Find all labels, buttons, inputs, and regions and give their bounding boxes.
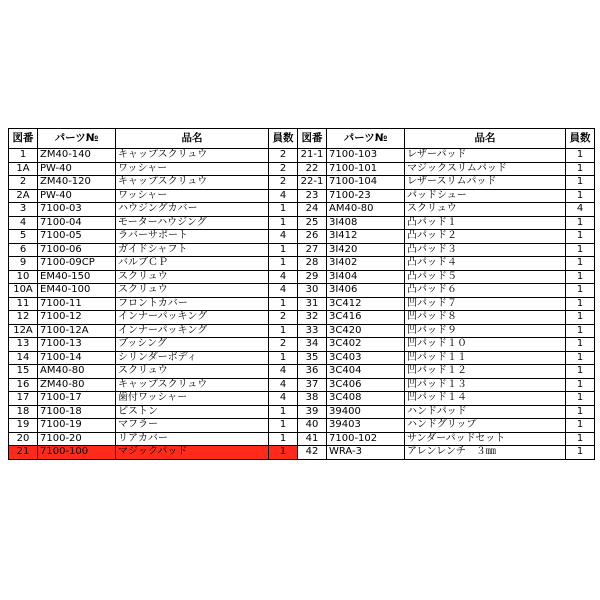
cell-right-name: 凸パッド２ <box>405 230 566 244</box>
cell-right-zuban: 29 <box>298 270 327 284</box>
cell-right-name: 凸パッド６ <box>405 284 566 298</box>
cell-left-qty: 2 <box>269 149 298 163</box>
table-row <box>9 446 595 460</box>
cell-left-zuban: 13 <box>9 338 38 352</box>
cell-left-zuban: 2A <box>9 189 38 203</box>
cell-left-qty: 1 <box>269 405 298 419</box>
cell-left-part-no: 7100-04 <box>38 216 116 230</box>
cell-right-name: 凹パッド１２ <box>405 365 566 379</box>
cell-left-zuban: 1A <box>9 162 38 176</box>
cell-right-zuban: 28 <box>298 257 327 271</box>
cell-left-qty: 1 <box>269 216 298 230</box>
cell-left-qty: 1 <box>269 432 298 446</box>
cell-right-qty: 1 <box>566 378 595 392</box>
col-header-zuban-right: 図番 <box>298 129 327 149</box>
cell-left-name: 歯付ワッシャー <box>116 392 269 406</box>
cell-right-name: レザーパッド <box>405 149 566 163</box>
cell-right-part-no: 3C404 <box>327 365 405 379</box>
cell-right-part-no: 3C416 <box>327 311 405 325</box>
cell-left-name: ガイドシャフト <box>116 243 269 257</box>
parts-table <box>8 128 595 460</box>
cell-left-zuban: 4 <box>9 216 38 230</box>
cell-right-zuban: 32 <box>298 311 327 325</box>
cell-left-qty: 2 <box>269 311 298 325</box>
cell-left-zuban: 1 <box>9 149 38 163</box>
cell-right-qty: 1 <box>566 189 595 203</box>
cell-left-part-no: EM40-150 <box>38 270 116 284</box>
cell-right-part-no: 7100-104 <box>327 176 405 190</box>
table-row <box>9 257 595 271</box>
cell-left-qty: 2 <box>269 338 298 352</box>
cell-left-zuban: 2 <box>9 176 38 190</box>
cell-left-name: フロントカバー <box>116 297 269 311</box>
cell-left-part-no: ZM40-140 <box>38 149 116 163</box>
cell-right-zuban: 26 <box>298 230 327 244</box>
cell-right-zuban: 38 <box>298 392 327 406</box>
cell-left-part-no: 7100-12 <box>38 311 116 325</box>
cell-left-part-no: 7100-05 <box>38 230 116 244</box>
cell-left-name: バルブＣＰ <box>116 257 269 271</box>
cell-right-qty: 1 <box>566 257 595 271</box>
cell-right-qty: 1 <box>566 216 595 230</box>
cell-left-part-no: 7100-11 <box>38 297 116 311</box>
table-row <box>9 230 595 244</box>
cell-right-name: スクリュウ <box>405 203 566 217</box>
cell-right-zuban: 31 <box>298 297 327 311</box>
cell-left-qty: 4 <box>269 284 298 298</box>
cell-left-name: キャップスクリュウ <box>116 176 269 190</box>
cell-right-part-no: WRA-3 <box>327 446 405 460</box>
cell-left-qty: 1 <box>269 351 298 365</box>
table-row <box>9 176 595 190</box>
table-row <box>9 419 595 433</box>
cell-left-zuban: 17 <box>9 392 38 406</box>
cell-right-part-no: 3C408 <box>327 392 405 406</box>
cell-right-name: 凹パッド１３ <box>405 378 566 392</box>
cell-right-qty: 1 <box>566 351 595 365</box>
cell-left-qty: 1 <box>269 446 298 460</box>
cell-left-part-no: 7100-20 <box>38 432 116 446</box>
table-row <box>9 378 595 392</box>
cell-left-zuban: 16 <box>9 378 38 392</box>
cell-left-name: スクリュウ <box>116 284 269 298</box>
cell-left-qty: 1 <box>269 324 298 338</box>
cell-right-part-no: 3I402 <box>327 257 405 271</box>
cell-right-zuban: 34 <box>298 338 327 352</box>
cell-left-zuban: 10A <box>9 284 38 298</box>
cell-right-zuban: 36 <box>298 365 327 379</box>
cell-left-name: ワッシャー <box>116 162 269 176</box>
cell-left-zuban: 20 <box>9 432 38 446</box>
cell-left-name: ワッシャー <box>116 189 269 203</box>
cell-right-zuban: 41 <box>298 432 327 446</box>
cell-right-part-no: 3C402 <box>327 338 405 352</box>
cell-right-zuban: 33 <box>298 324 327 338</box>
cell-right-qty: 1 <box>566 230 595 244</box>
cell-left-zuban: 12 <box>9 311 38 325</box>
cell-left-part-no: 7100-14 <box>38 351 116 365</box>
cell-right-qty: 1 <box>566 324 595 338</box>
cell-right-name: 凹パッド７ <box>405 297 566 311</box>
cell-right-zuban: 30 <box>298 284 327 298</box>
cell-left-part-no: EM40-100 <box>38 284 116 298</box>
cell-left-name: マフラー <box>116 419 269 433</box>
cell-right-name: 凹パッド１１ <box>405 351 566 365</box>
cell-left-part-no: 7100-19 <box>38 419 116 433</box>
cell-left-name: スクリュウ <box>116 365 269 379</box>
table-row <box>9 243 595 257</box>
cell-left-name: リアカバー <box>116 432 269 446</box>
cell-left-part-no: AM40-80 <box>38 365 116 379</box>
table-row <box>9 392 595 406</box>
table-row <box>9 351 595 365</box>
cell-left-qty: 4 <box>269 392 298 406</box>
cell-right-part-no: 3I420 <box>327 243 405 257</box>
cell-left-zuban: 9 <box>9 257 38 271</box>
cell-right-part-no: 3I406 <box>327 284 405 298</box>
cell-left-qty: 2 <box>269 162 298 176</box>
cell-right-qty: 1 <box>566 270 595 284</box>
table-body <box>9 149 595 460</box>
cell-right-part-no: 3C412 <box>327 297 405 311</box>
cell-left-zuban: 6 <box>9 243 38 257</box>
cell-right-qty: 4 <box>566 203 595 217</box>
cell-right-zuban: 21-1 <box>298 149 327 163</box>
cell-left-zuban: 15 <box>9 365 38 379</box>
cell-right-name: パッドシュー <box>405 189 566 203</box>
cell-left-name: キャップスクリュウ <box>116 149 269 163</box>
cell-left-part-no: 7100-09CP <box>38 257 116 271</box>
col-header-qty-right: 員数 <box>566 129 595 149</box>
cell-right-part-no: 39403 <box>327 419 405 433</box>
cell-right-name: ハンドパッド <box>405 405 566 419</box>
cell-left-zuban: 19 <box>9 419 38 433</box>
col-header-part-no-left: パーツ№ <box>38 129 116 149</box>
cell-right-qty: 1 <box>566 297 595 311</box>
cell-left-part-no: 7100-06 <box>38 243 116 257</box>
cell-right-qty: 1 <box>566 162 595 176</box>
cell-left-zuban: 3 <box>9 203 38 217</box>
cell-right-name: 凸パッド３ <box>405 243 566 257</box>
cell-right-zuban: 37 <box>298 378 327 392</box>
cell-right-name: レザースリムパッド <box>405 176 566 190</box>
col-header-name-left: 品名 <box>116 129 269 149</box>
cell-left-name: ピストン <box>116 405 269 419</box>
table-row <box>9 311 595 325</box>
cell-left-part-no: 7100-03 <box>38 203 116 217</box>
cell-right-qty: 1 <box>566 311 595 325</box>
cell-right-part-no: 3I404 <box>327 270 405 284</box>
cell-left-zuban: 5 <box>9 230 38 244</box>
cell-left-qty: 1 <box>269 419 298 433</box>
header-row <box>9 129 595 149</box>
cell-left-qty: 4 <box>269 378 298 392</box>
cell-right-part-no: 7100-23 <box>327 189 405 203</box>
cell-right-part-no: 3I412 <box>327 230 405 244</box>
cell-right-zuban: 42 <box>298 446 327 460</box>
cell-right-zuban: 35 <box>298 351 327 365</box>
cell-left-qty: 1 <box>269 257 298 271</box>
cell-left-qty: 1 <box>269 203 298 217</box>
cell-right-name: 凹パッド１０ <box>405 338 566 352</box>
cell-left-part-no: 7100-100 <box>38 446 116 460</box>
cell-left-name: ラバーサポート <box>116 230 269 244</box>
table-row <box>9 149 595 163</box>
cell-right-part-no: AM40-80 <box>327 203 405 217</box>
table-row <box>9 432 595 446</box>
cell-left-part-no: ZM40-120 <box>38 176 116 190</box>
cell-right-name: 凹パッド１４ <box>405 392 566 406</box>
cell-right-zuban: 23 <box>298 189 327 203</box>
cell-left-part-no: 7100-12A <box>38 324 116 338</box>
cell-left-zuban: 10 <box>9 270 38 284</box>
cell-left-part-no: 7100-18 <box>38 405 116 419</box>
cell-left-name: スクリュウ <box>116 270 269 284</box>
cell-left-name: インナーパッキング <box>116 311 269 325</box>
cell-right-qty: 1 <box>566 405 595 419</box>
cell-right-qty: 1 <box>566 284 595 298</box>
cell-right-part-no: 3C406 <box>327 378 405 392</box>
cell-left-qty: 1 <box>269 297 298 311</box>
table-row <box>9 405 595 419</box>
cell-right-zuban: 25 <box>298 216 327 230</box>
cell-left-part-no: 7100-17 <box>38 392 116 406</box>
table-row <box>9 297 595 311</box>
cell-right-qty: 1 <box>566 149 595 163</box>
cell-right-qty: 1 <box>566 176 595 190</box>
cell-right-part-no: 3C403 <box>327 351 405 365</box>
cell-right-qty: 1 <box>566 338 595 352</box>
cell-left-zuban: 18 <box>9 405 38 419</box>
table-row <box>9 338 595 352</box>
cell-right-name: 凹パッド９ <box>405 324 566 338</box>
cell-left-qty: 2 <box>269 176 298 190</box>
cell-left-qty: 4 <box>269 230 298 244</box>
cell-left-qty: 4 <box>269 270 298 284</box>
cell-right-name: 凸パッド１ <box>405 216 566 230</box>
table-row <box>9 270 595 284</box>
cell-right-name: アレンレンチ ３㎜ <box>405 446 566 460</box>
cell-left-zuban: 14 <box>9 351 38 365</box>
cell-left-qty: 4 <box>269 189 298 203</box>
cell-left-name: キャップスクリュウ <box>116 378 269 392</box>
table-row <box>9 189 595 203</box>
cell-right-zuban: 27 <box>298 243 327 257</box>
cell-right-part-no: 7100-102 <box>327 432 405 446</box>
cell-right-name: マジックスリムパッド <box>405 162 566 176</box>
cell-left-part-no: 7100-13 <box>38 338 116 352</box>
cell-right-name: サンダーパッドセット <box>405 432 566 446</box>
col-header-name-right: 品名 <box>405 129 566 149</box>
cell-right-zuban: 39 <box>298 405 327 419</box>
table-row <box>9 324 595 338</box>
cell-left-name: インナーパッキング <box>116 324 269 338</box>
cell-right-part-no: 39400 <box>327 405 405 419</box>
table-row <box>9 284 595 298</box>
cell-right-part-no: 7100-103 <box>327 149 405 163</box>
cell-right-name: 凸パッド４ <box>405 257 566 271</box>
table-row <box>9 365 595 379</box>
cell-right-qty: 1 <box>566 392 595 406</box>
cell-left-zuban: 11 <box>9 297 38 311</box>
cell-left-part-no: ZM40-80 <box>38 378 116 392</box>
cell-left-zuban: 12A <box>9 324 38 338</box>
cell-right-name: 凹パッド８ <box>405 311 566 325</box>
table-row <box>9 216 595 230</box>
cell-left-qty: 4 <box>269 365 298 379</box>
cell-right-name: 凸パッド５ <box>405 270 566 284</box>
cell-right-name: ハンドグリップ <box>405 419 566 433</box>
cell-left-name: モーターハウジング <box>116 216 269 230</box>
cell-left-part-no: PW-40 <box>38 162 116 176</box>
cell-right-qty: 1 <box>566 432 595 446</box>
col-header-qty-left: 員数 <box>269 129 298 149</box>
table-row <box>9 162 595 176</box>
cell-right-part-no: 3C420 <box>327 324 405 338</box>
cell-right-part-no: 3I408 <box>327 216 405 230</box>
cell-left-name: マジックパッド <box>116 446 269 460</box>
cell-left-name: シリンダーボディ <box>116 351 269 365</box>
cell-right-part-no: 7100-101 <box>327 162 405 176</box>
cell-left-part-no: PW-40 <box>38 189 116 203</box>
cell-right-qty: 1 <box>566 243 595 257</box>
cell-right-zuban: 24 <box>298 203 327 217</box>
cell-right-zuban: 22 <box>298 162 327 176</box>
cell-left-name: ブッシング <box>116 338 269 352</box>
cell-right-qty: 1 <box>566 419 595 433</box>
parts-list <box>8 128 594 460</box>
cell-right-zuban: 40 <box>298 419 327 433</box>
cell-right-qty: 1 <box>566 365 595 379</box>
cell-right-zuban: 22-1 <box>298 176 327 190</box>
cell-left-zuban: 21 <box>9 446 38 460</box>
cell-right-qty: 1 <box>566 446 595 460</box>
table-row <box>9 203 595 217</box>
col-header-zuban-left: 図番 <box>9 129 38 149</box>
col-header-part-no-right: パーツ№ <box>327 129 405 149</box>
cell-left-name: ハウジングカバー <box>116 203 269 217</box>
cell-left-qty: 1 <box>269 243 298 257</box>
